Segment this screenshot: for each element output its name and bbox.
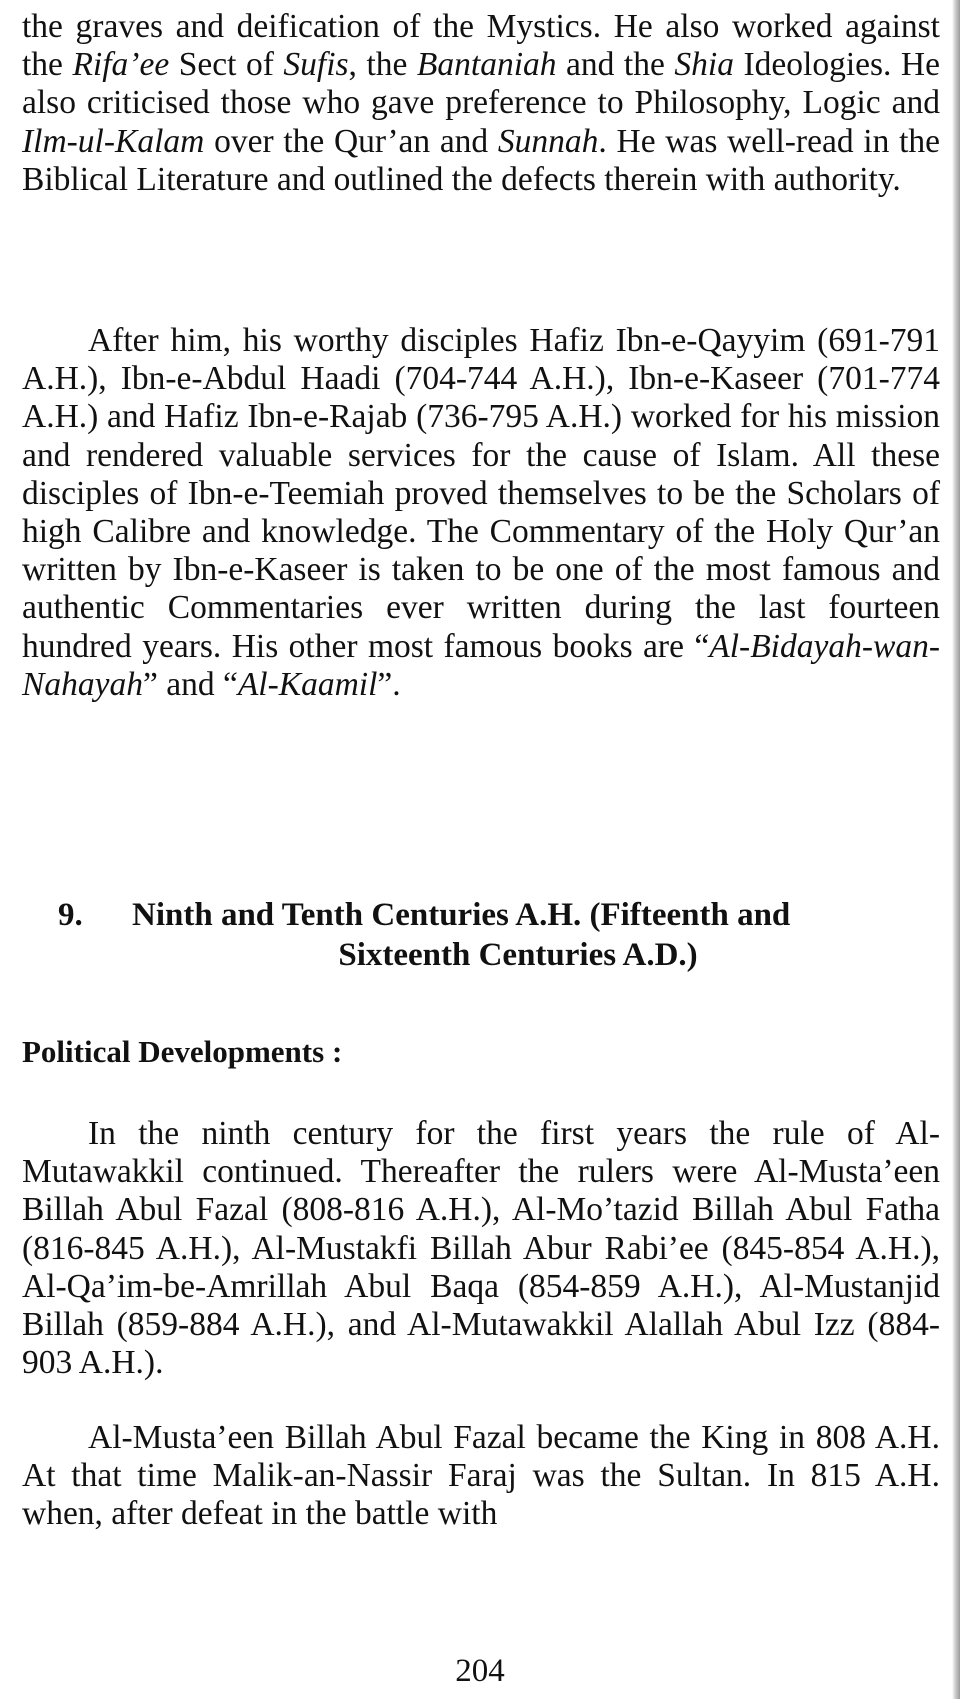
term-ilm-ul-kalam: Ilm-ul-Kalam [22, 122, 205, 160]
paragraph-disciples: After him, his worthy disciples Hafiz Ibn-e-Qayyim (691-791 A.H.), Ibn-e-Abdul Haadi (704-744 A.H.), Ibn-e-Kaseer (701-774 A.H.) and Hafiz Ibn-e-Rajab (736-795 A.H.) worked for his mission and rendered valuable services for the cause of Islam. All these disciples of Ibn-e-Teemiah proved themselves to be the Scholars of high Calibre and knowledge. The Commentary of the Holy Qur’an written by Ibn-e-Kaseer is taken to be one of the most famous and authentic Commentaries ever written during the last fourteen hundred years. His other most famous books are “Al-Bidayah-wan-Nahayah” and “Al-Kaamil”. [22, 322, 940, 703]
section-heading [58, 895, 918, 975]
term-shia: Shia [674, 46, 734, 84]
paragraph-ibn-teemiah-works: the graves and deification of the Mystics. He also worked against the Rifa’ee Sect of Sufis, the Bantaniah and the Shia Ideologies. He also criticised those who gave preference to Philosophy, Logic and Ilm-ul-Kalam over the Qur’an and Sunnah. He was well-read in the Biblical Literature and outlined the defects therein with authority. [22, 8, 940, 198]
section-number: 9. [58, 897, 83, 933]
term-bantaniah: Bantaniah [416, 46, 557, 84]
page-edge-shadow [952, 0, 960, 1699]
page-number: 204 [455, 1653, 505, 1689]
section-title-line-2: Sixteenth Centuries A.D.) [338, 937, 698, 973]
subheading-political-developments: Political Developments : [22, 1034, 343, 1069]
paragraph-ninth-century-rulers: In the ninth century for the first years the rule of Al-Mutawakkil continued. Thereafter the rulers were Al-Musta’een Billah Abul Fazal (808-816 A.H.), Al-Mo’tazid Billah Abul Fatha (816-845 A.H.), Al-Mustakfi Billah Abur Rabi’ee (845-854 A.H.), Al-Qa’im-be-Amrillah Abul Baqa (854-859 A.H.), Al-Mustanjid Billah (859-884 A.H.), and Al-Mutawakkil Alallah Abul Izz (884-903 A.H.). [22, 1115, 940, 1382]
section-title-line-1: Ninth and Tenth Centuries A.H. (Fifteenth and [132, 897, 791, 933]
term-rifaee: Rifa’ee [72, 46, 170, 84]
term-sufis: Sufis [283, 46, 349, 84]
book-title-al-bidayah: Al-Bidayah-wan-Nahayah [22, 627, 940, 703]
book-title-al-kaamil: Al-Kaamil [237, 665, 378, 703]
paragraph-musta-een-king: Al-Musta’een Billah Abul Fazal became the King in 808 A.H. At that time Malik-an-Nassir Faraj was the Sultan. In 815 A.H. when, after defeat in the battle with [22, 1419, 940, 1533]
term-sunnah: Sunnah [497, 122, 599, 160]
